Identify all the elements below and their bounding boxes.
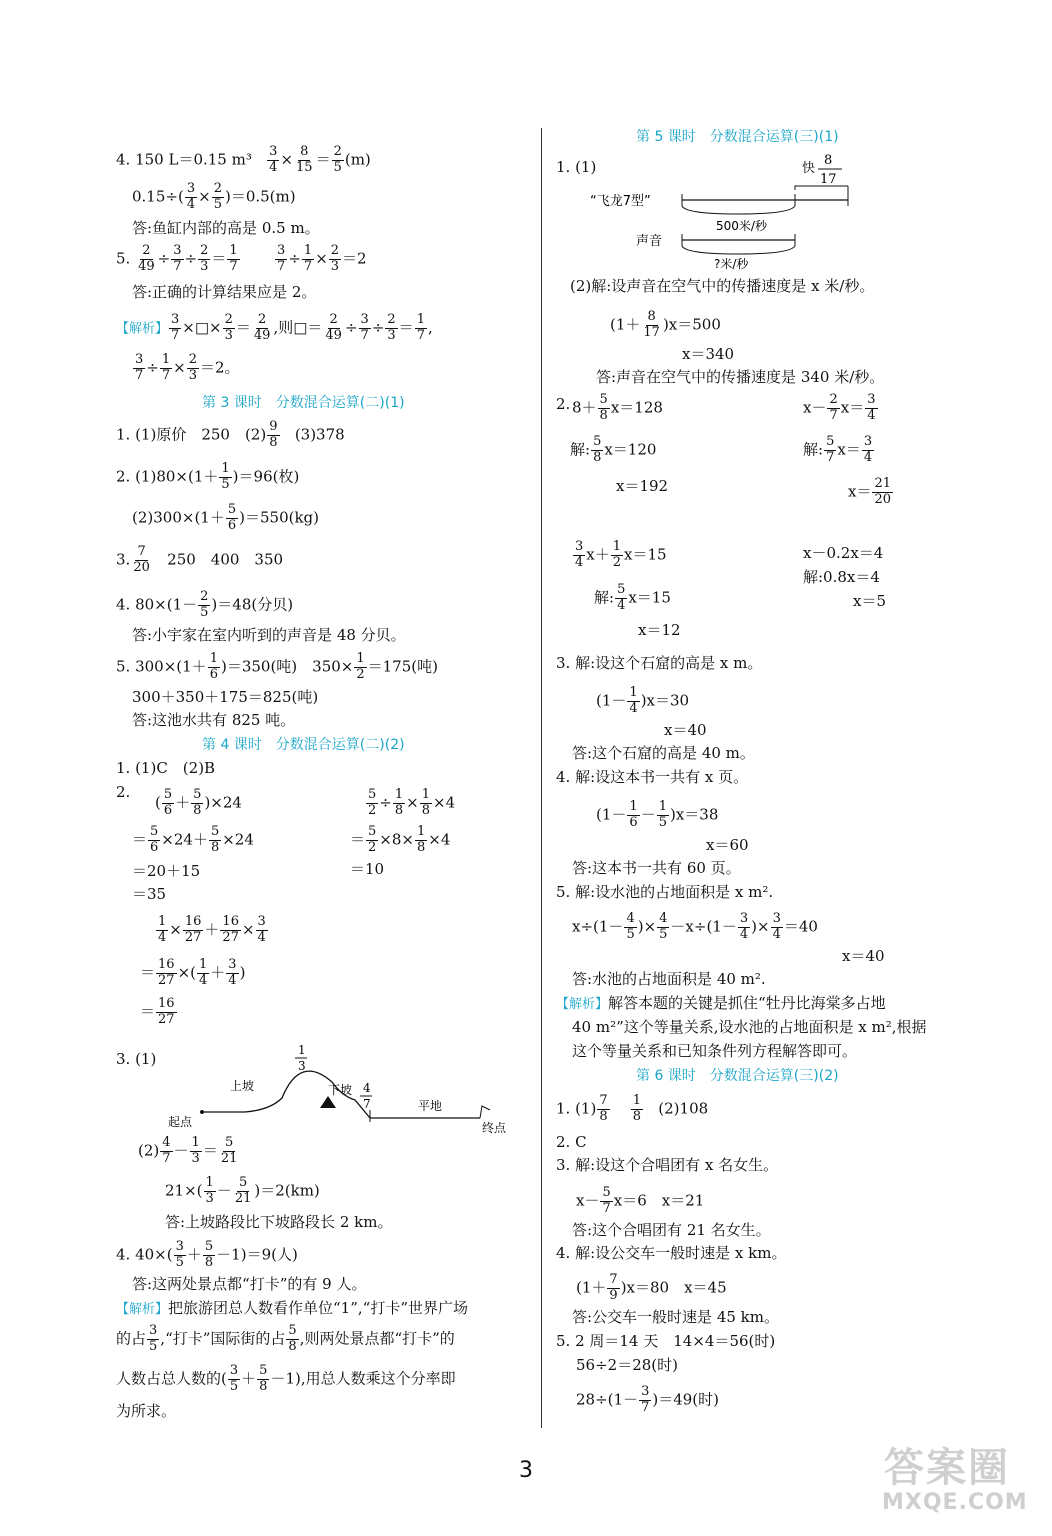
frac: $\frac{1}{7}$ <box>303 243 313 274</box>
frac-top-den: 3 <box>298 1059 306 1073</box>
r1-label: 1. (1) <box>556 158 597 176</box>
r2-b3-head: x＝ <box>848 482 872 501</box>
l4q4-tail: －1)＝9(人) <box>216 1245 298 1264</box>
end-flag <box>480 1106 490 1118</box>
l3q2-b-tail: )＝550(kg) <box>239 508 320 527</box>
s4-eq-head: (1＋ <box>576 1278 607 1297</box>
label-unknown: ?米/秒 <box>714 257 749 270</box>
jiexi-seg: 人数占总人数的( <box>116 1369 227 1388</box>
l4q4-expr: 4. 40×( <box>116 1245 173 1264</box>
frac: $\frac{3}{4}$ <box>269 144 278 175</box>
frac: $\frac{2}{3}$ <box>224 312 233 343</box>
frac: $\frac{3}{4}$ <box>575 539 584 570</box>
frac: $\frac{16}{27}$ <box>184 914 202 945</box>
l4-q2-a3: ＝20＋15 <box>132 862 201 880</box>
r2-b1 <box>803 393 879 424</box>
watermark-url: MXQE.COM <box>882 1490 1028 1515</box>
frac: $\frac{3}{4}$ <box>867 392 876 423</box>
frac: $\frac{5}{8}$ <box>210 824 220 855</box>
frac: $\frac{3}{7}$ <box>277 243 286 274</box>
r5-sol: x＝40 <box>842 947 885 965</box>
frac: $\frac{3}{7}$ <box>171 312 180 343</box>
l3q3-label: 3. <box>116 550 131 569</box>
l4-q2-b3: ＝10 <box>350 860 385 878</box>
jiexi-seg: 的占 <box>116 1329 147 1348</box>
lesson-title: 第 5 课时 分数混合运算(三)(1) <box>636 129 839 145</box>
brace-sound <box>682 246 795 254</box>
l4q3-calc: 21×( <box>165 1181 203 1200</box>
l4-q3-calc: 21×( $\frac{1}{3}$ － $\frac{5}{21}$ )＝2(km) <box>165 1175 320 1206</box>
frac: $\frac{7}{8}$ <box>599 1093 608 1124</box>
r2-b2-tail: x＝ <box>837 440 861 459</box>
frac: $\frac{3}{5}$ <box>229 1363 239 1394</box>
frac-den: 17 <box>820 172 837 187</box>
frac: $\frac{1}{2}$ <box>356 651 365 682</box>
jiexi-seg: －1),用总人数乘这个分率即 <box>270 1369 456 1388</box>
l-q5-jiexi2: $\frac{3}{7}$ ÷ $\frac{1}{7}$ × $\frac{2}{3}$ ＝2。 <box>135 352 240 383</box>
r2-b2-head: 解: <box>803 440 824 459</box>
l4-q2-c3: ＝ $\frac{16}{27}$ <box>140 996 175 1027</box>
r2-b3 <box>848 477 894 508</box>
frac: $\frac{2}{5}$ <box>213 181 222 212</box>
l4-q2-a4: ＝35 <box>132 885 167 903</box>
frac: $\frac{3}{7}$ <box>360 312 369 343</box>
r4-answer: 答:这本书一共有 60 页。 <box>572 859 741 877</box>
frac: $\frac{1}{7}$ <box>416 312 425 343</box>
lesson-title: 第 6 课时 分数混合运算(三)(2) <box>636 1068 839 1084</box>
l-q4-answer: 答:鱼缸内部的高是 0.5 m。 <box>132 219 320 237</box>
l-q5-jiexi: 【解析】 $\frac{3}{7}$ ×□× $\frac{2}{3}$ ＝ $\frac{2}{49}$ ,则□＝ $\frac{2}{49}$ ÷ $\frac{3}{7}$ ÷ $\frac{2}{3}$ ＝ $\frac{1}{7}$ , <box>116 312 433 343</box>
frac: $\frac{5}{21}$ <box>220 1135 238 1166</box>
frac: $\frac{2}{3}$ <box>188 352 197 383</box>
label-downhill: 下坡 <box>328 1083 353 1097</box>
page-number: 3 <box>519 1458 533 1483</box>
r5-setup: 5. 解:设水池的占地面积是 x m². <box>556 883 774 901</box>
frac: $\frac{3}{4}$ <box>257 914 266 945</box>
l4-q4-jiexi3: 人数占总人数的( $\frac{3}{5}$ ＋ $\frac{5}{8}$ －1),用总人数乘这个分率即 <box>116 1363 456 1394</box>
l4-q1: 1. (1)C (2)B <box>116 759 216 777</box>
frac: $\frac{5}{21}$ <box>234 1175 252 1206</box>
l4-q2-b1: $\frac{5}{2}$ ÷ $\frac{1}{8}$ × $\frac{1}{8}$ ×4 <box>368 787 456 818</box>
l3-q5-answer: 答:这池水共有 825 吨。 <box>132 711 296 729</box>
frac: $\frac{1}{7}$ <box>161 352 171 383</box>
frac: $\frac{1}{5}$ <box>658 799 667 830</box>
label-start: 起点 <box>168 1115 193 1129</box>
label-faster: 快 <box>802 161 816 176</box>
l3q4-expr: 4. 80×(1－ <box>116 595 198 614</box>
frac: $\frac{1}{7}$ <box>229 243 238 274</box>
r5-eq: x÷(1－ $\frac{4}{5}$ )× $\frac{4}{5}$ －x÷(1－ $\frac{3}{4}$ )× $\frac{3}{4}$ ＝40 <box>572 911 818 942</box>
s4-setup: 4. 解:设公交车一般时速是 x km。 <box>556 1244 787 1262</box>
frac: $\frac{2}{49}$ <box>253 312 271 343</box>
jiexi-line: 把旅游团总人数看作单位“1”,“打卡”世界广场 <box>168 1299 469 1317</box>
l4-q3-p2: (2) $\frac{4}{7}$ － $\frac{1}{3}$ ＝ $\frac{5}{21}$ <box>138 1135 238 1166</box>
frac: $\frac{3}{7}$ <box>641 1384 650 1415</box>
frac: $\frac{3}{4}$ <box>186 181 196 212</box>
watermark-logo-text: 答案圈 <box>884 1445 1010 1491</box>
s2: 2. C <box>556 1133 587 1151</box>
route-diagram <box>160 1040 520 1140</box>
frac: $\frac{16}{27}$ <box>158 957 175 988</box>
frac-down-num: 4 <box>363 1081 371 1095</box>
l3q2-b: (2)300×(1＋ <box>132 508 225 527</box>
start-point <box>200 1110 204 1114</box>
speed-diagram <box>590 150 860 270</box>
r2-label: 2. <box>556 395 571 413</box>
frac: $\frac{5}{7}$ <box>602 1185 611 1216</box>
frac: $\frac{1}{8}$ <box>421 787 430 818</box>
l3q5-mid: )＝350(吨) 350× <box>220 657 354 676</box>
frac: $\frac{1}{3}$ <box>191 1135 200 1166</box>
r1-p2: (2)解:设声音在空气中的传播速度是 x 米/秒。 <box>570 277 875 295</box>
l3q2-a-tail: )＝96(枚) <box>232 467 300 486</box>
s1 <box>556 1094 708 1125</box>
label-speed: 500米/秒 <box>716 219 767 233</box>
r3-sol: x＝40 <box>664 721 707 739</box>
s3-eq-tail: x＝6 x＝21 <box>613 1191 705 1210</box>
frac-down-den: 7 <box>363 1097 371 1111</box>
r2-c2-head: 解: <box>594 588 615 607</box>
frac: $\frac{1}{8}$ <box>394 787 404 818</box>
l3-q4 <box>116 590 293 621</box>
frac: $\frac{1}{4}$ <box>158 914 167 945</box>
frac: $\frac{3}{4}$ <box>228 957 237 988</box>
r2-c1-tail: x＝15 <box>624 545 667 564</box>
jiexi-line: 解答本题的关键是抓住“牡丹比海棠多占地 <box>608 994 886 1012</box>
r3-eq-tail: )x＝30 <box>640 691 690 710</box>
q5-label: 5. <box>116 249 131 268</box>
frac: $\frac{1}{8}$ <box>632 1093 641 1124</box>
frac: $\frac{3}{5}$ <box>175 1239 184 1270</box>
r2-a3: x＝192 <box>616 477 669 495</box>
l3q4-tail: )＝48(分贝) <box>211 595 294 614</box>
l3-q2b <box>132 503 319 534</box>
r1-sol: x＝340 <box>682 345 735 363</box>
brace-plane <box>682 206 795 214</box>
frac: $\frac{5}{6}$ <box>227 502 237 533</box>
l3q5-tail: ＝175(吨) <box>367 657 438 676</box>
label-uphill: 上坡 <box>230 1079 255 1093</box>
r2-a2-head: 解: <box>570 440 591 459</box>
r3-answer: 答:这个石窟的高是 40 m。 <box>572 744 755 762</box>
r2-a2 <box>570 435 656 466</box>
l4-q4: 4. 40×( $\frac{3}{5}$ ＋ $\frac{5}{8}$ －1)＝9(人) <box>116 1239 298 1270</box>
watermark-logo <box>880 1436 1040 1526</box>
r4-eq-head: (1－ <box>596 805 627 824</box>
frac: $\frac{2}{5}$ <box>200 589 209 620</box>
summit-triangle <box>320 1096 336 1108</box>
q4-expr: 0.15÷( <box>132 187 184 206</box>
s5-line3 <box>576 1385 719 1416</box>
q4-volume: 4. 150 L＝0.15 m³ <box>116 150 252 169</box>
frac: $\frac{3}{7}$ <box>173 243 182 274</box>
label-plane: “飞龙7型” <box>590 194 651 209</box>
frac: $\frac{1}{6}$ <box>209 651 218 682</box>
frac: $\frac{2}{3}$ <box>200 243 209 274</box>
frac: $\frac{1}{2}$ <box>612 539 622 570</box>
r2-a1-head: 8＋ <box>572 398 597 417</box>
r4-eq-tail: )x＝38 <box>669 805 719 824</box>
s5-line1: 5. 2 周＝14 天 14×4＝56(时) <box>556 1332 776 1350</box>
l3-q1 <box>116 420 345 451</box>
l4-q4-jiexi4: 为所求。 <box>116 1402 177 1420</box>
frac: $\frac{4}{7}$ <box>162 1135 171 1166</box>
r4-eq: (1－ $\frac{1}{6}$ － $\frac{1}{5}$ )x＝38 <box>596 799 719 830</box>
r3-setup: 3. 解:设这个石窟的高是 x m。 <box>556 654 763 672</box>
l3-q2a <box>116 462 299 493</box>
q4-expr-tail: )＝0.5(m) <box>224 187 296 206</box>
s4-eq <box>576 1273 727 1304</box>
frac: $\frac{5}{8}$ <box>259 1363 268 1394</box>
l3q3-tail: 250 400 350 <box>167 550 284 569</box>
frac: $\frac{21}{20}$ <box>874 476 892 507</box>
r1-answer: 答:声音在空气中的传播速度是 340 米/秒。 <box>596 368 885 386</box>
frac-top-num: 1 <box>298 1043 306 1057</box>
frac: $\frac{5}{6}$ <box>163 787 173 818</box>
s4-eq-tail: )x＝80 x＝45 <box>620 1278 727 1297</box>
r4-sol: x＝60 <box>706 836 749 854</box>
r2-d3: x＝5 <box>853 592 887 610</box>
frac: $\frac{5}{2}$ <box>368 824 377 855</box>
s3-answer: 答:这个合唱团有 21 名女生。 <box>572 1221 771 1239</box>
frac: $\frac{5}{8}$ <box>593 434 602 465</box>
r2-c1 <box>572 540 667 571</box>
frac: $\frac{5}{8}$ <box>193 787 202 818</box>
jiexi-seg: ,“打卡”国际街的占 <box>160 1329 286 1348</box>
r3-eq <box>596 686 689 717</box>
r4-setup: 4. 解:设这本书一共有 x 页。 <box>556 768 749 786</box>
frac: $\frac{5}{8}$ <box>204 1239 214 1270</box>
label-sound: 声音 <box>636 234 663 249</box>
s5-line3-head: 28÷(1－ <box>576 1390 639 1409</box>
frac: $\frac{3}{7}$ <box>135 352 144 383</box>
frac: $\frac{3}{4}$ <box>772 911 781 942</box>
l4-q2-a1: ( $\frac{5}{6}$ ＋ $\frac{5}{8}$ )×24 <box>155 787 242 818</box>
r2-c2 <box>594 583 671 614</box>
l4-q2-b2: ＝ $\frac{5}{2}$ ×8× $\frac{1}{8}$ ×4 <box>350 824 451 855</box>
frac: $\frac{2}{3}$ <box>330 243 340 274</box>
r2-b1-head: x－ <box>803 398 827 417</box>
frac: $\frac{5}{8}$ <box>288 1323 297 1354</box>
l4-q2-label: 2. <box>116 783 131 801</box>
jiexi-tag: 【解析】 <box>116 1302 169 1317</box>
r2-a2-tail: x＝120 <box>604 440 657 459</box>
l3q1-a: 1. (1)原价 250 (2) <box>116 425 267 444</box>
frac: $\frac{2}{49}$ <box>325 312 342 343</box>
r5-jiexi3: 这个等量关系和已知条件列方程解答即可。 <box>572 1042 858 1060</box>
frac: $\frac{1}{8}$ <box>416 824 426 855</box>
l3-q3 <box>116 545 283 576</box>
l4-q2-a2: ＝ $\frac{5}{6}$ ×24＋ $\frac{5}{8}$ ×24 <box>132 824 254 855</box>
s3-setup: 3. 解:设这个合唱团有 x 名女生。 <box>556 1156 779 1174</box>
jiexi-tail: 。 <box>224 358 240 377</box>
frac: $\frac{1}{4}$ <box>198 957 208 988</box>
frac: $\frac{5}{6}$ <box>150 824 159 855</box>
r2-c3: x＝12 <box>638 621 681 639</box>
l-q5-line1: 5. $\frac{2}{49}$ ÷ $\frac{3}{7}$ ÷ $\frac{2}{3}$ ＝ $\frac{1}{7}$ $\frac{3}{7}$ ÷ $\frac{1}{7}$ × $\frac{2}{3}$ ＝2 <box>116 243 367 274</box>
l3-q5b: 300＋350＋175＝825(吨) <box>132 688 319 706</box>
r2-a1 <box>572 393 663 424</box>
r1-eq: (1＋ $\frac{8}{17}$ )x＝500 <box>610 309 721 340</box>
frac: $\frac{8}{15}$ <box>296 144 313 175</box>
frac: $\frac{3}{5}$ <box>149 1323 158 1354</box>
frac: $\frac{3}{4}$ <box>739 911 749 942</box>
frac: $\frac{8}{17}$ <box>643 309 660 340</box>
r2-d1: x－0.2x＝4 <box>803 544 884 562</box>
label-flat: 平地 <box>418 1099 443 1113</box>
s5-line2: 56÷2＝28(时) <box>576 1356 678 1374</box>
frac: $\frac{1}{5}$ <box>221 461 230 492</box>
r1-eq-tail: )x＝500 <box>662 315 721 334</box>
l3q5-a: 5. 300×(1＋ <box>116 657 207 676</box>
frac: $\frac{3}{4}$ <box>863 434 873 465</box>
frac: $\frac{4}{5}$ <box>626 911 635 942</box>
r2-a1-tail: x＝128 <box>610 398 663 417</box>
frac: $\frac{16}{27}$ <box>222 914 239 945</box>
frac: $\frac{16}{27}$ <box>158 996 175 1027</box>
frac: $\frac{2}{7}$ <box>829 392 838 423</box>
jiexi-tag: 【解析】 <box>556 997 609 1012</box>
l4q3-calc-tail: )＝2(km) <box>254 1181 320 1200</box>
l3q1-b: (3)378 <box>294 425 345 444</box>
frac: $\frac{9}{8}$ <box>269 419 278 450</box>
s1-tail: (2)108 <box>658 1099 709 1118</box>
lesson-title: 第 4 课时 分数混合运算(二)(2) <box>202 737 405 753</box>
s1-label: 1. (1) <box>556 1099 597 1118</box>
l-q4-line2: 0.15÷( $\frac{3}{4}$ × $\frac{2}{5}$ )＝0.5(m) <box>132 181 296 212</box>
r5-answer: 答:水池的占地面积是 40 m². <box>572 970 766 988</box>
l4-q4-answer: 答:这两处景点都“打卡”的有 9 人。 <box>132 1275 367 1293</box>
l4-q4-jiexi1 <box>116 1301 468 1316</box>
r2-d2: 解:0.8x＝4 <box>803 568 880 586</box>
frac: $\frac{7}{9}$ <box>609 1272 618 1303</box>
frac: $\frac{5}{8}$ <box>599 392 608 423</box>
r2-b2 <box>803 435 875 466</box>
l3q2-a: 2. (1)80×(1＋ <box>116 467 219 486</box>
frac: $\frac{1}{3}$ <box>205 1175 214 1206</box>
r2-c2-tail: x＝15 <box>628 588 671 607</box>
l-q4-line1: 4. 150 L＝0.15 m³ $\frac{3}{4}$ × $\frac{8}{15}$ ＝ $\frac{2}{5}$ (m) <box>116 144 371 175</box>
label-end: 终点 <box>482 1121 507 1135</box>
l3-q5a <box>116 652 438 683</box>
r5-jiexi2: 40 m²”这个等量关系,设水池的占地面积是 x m²,根据 <box>572 1018 927 1036</box>
r2-c1-mid: x＋ <box>586 545 610 564</box>
s5-line3-tail: )＝49(时) <box>652 1390 719 1409</box>
frac: $\frac{5}{7}$ <box>826 434 835 465</box>
jiexi-seg: ,则两处景点都“打卡”的 <box>299 1329 455 1348</box>
column-divider <box>541 128 542 1428</box>
frac: $\frac{1}{6}$ <box>629 799 638 830</box>
l4-q2-c1: $\frac{1}{4}$ × $\frac{16}{27}$ ＋ $\frac{16}{27}$ × $\frac{3}{4}$ <box>158 914 266 945</box>
jiexi-tag: 【解析】 <box>116 321 169 337</box>
frac: $\frac{5}{2}$ <box>368 787 377 818</box>
frac: $\frac{5}{4}$ <box>617 582 626 613</box>
l4-q2-c2: ＝ $\frac{16}{27}$ ×( $\frac{1}{4}$ ＋ $\frac{3}{4}$ ) <box>140 957 246 988</box>
l4-q3-label: 3. (1) <box>116 1050 157 1068</box>
frac: $\frac{2}{5}$ <box>333 144 342 175</box>
l4q3-p2: (2) <box>138 1141 160 1160</box>
frac: $\frac{7}{20}$ <box>133 544 150 575</box>
r3-eq-head: (1－ <box>596 691 627 710</box>
frac-num: 8 <box>824 153 833 168</box>
frac: $\frac{4}{5}$ <box>659 911 668 942</box>
s3-eq: x－ $\frac{5}{7}$ x＝6 x＝21 <box>576 1185 705 1216</box>
frac: $\frac{2}{3}$ <box>387 312 396 343</box>
frac: $\frac{2}{49}$ <box>138 243 155 274</box>
frac: $\frac{1}{4}$ <box>629 685 638 716</box>
l3-q4-answer: 答:小宇家在室内听到的声音是 48 分贝。 <box>132 626 406 644</box>
l4-q3-answer: 答:上坡路段比下坡路段长 2 km。 <box>165 1213 393 1231</box>
lesson-title: 第 3 课时 分数混合运算(二)(1) <box>202 395 405 411</box>
s4-answer: 答:公交车一般时速是 45 km。 <box>572 1308 779 1326</box>
l4-q4-jiexi2 <box>116 1324 455 1355</box>
l-q5-answer: 答:正确的计算结果应是 2。 <box>132 283 317 301</box>
r5-jiexi1 <box>556 996 886 1011</box>
r2-b1-tail: x＝ <box>840 398 865 417</box>
